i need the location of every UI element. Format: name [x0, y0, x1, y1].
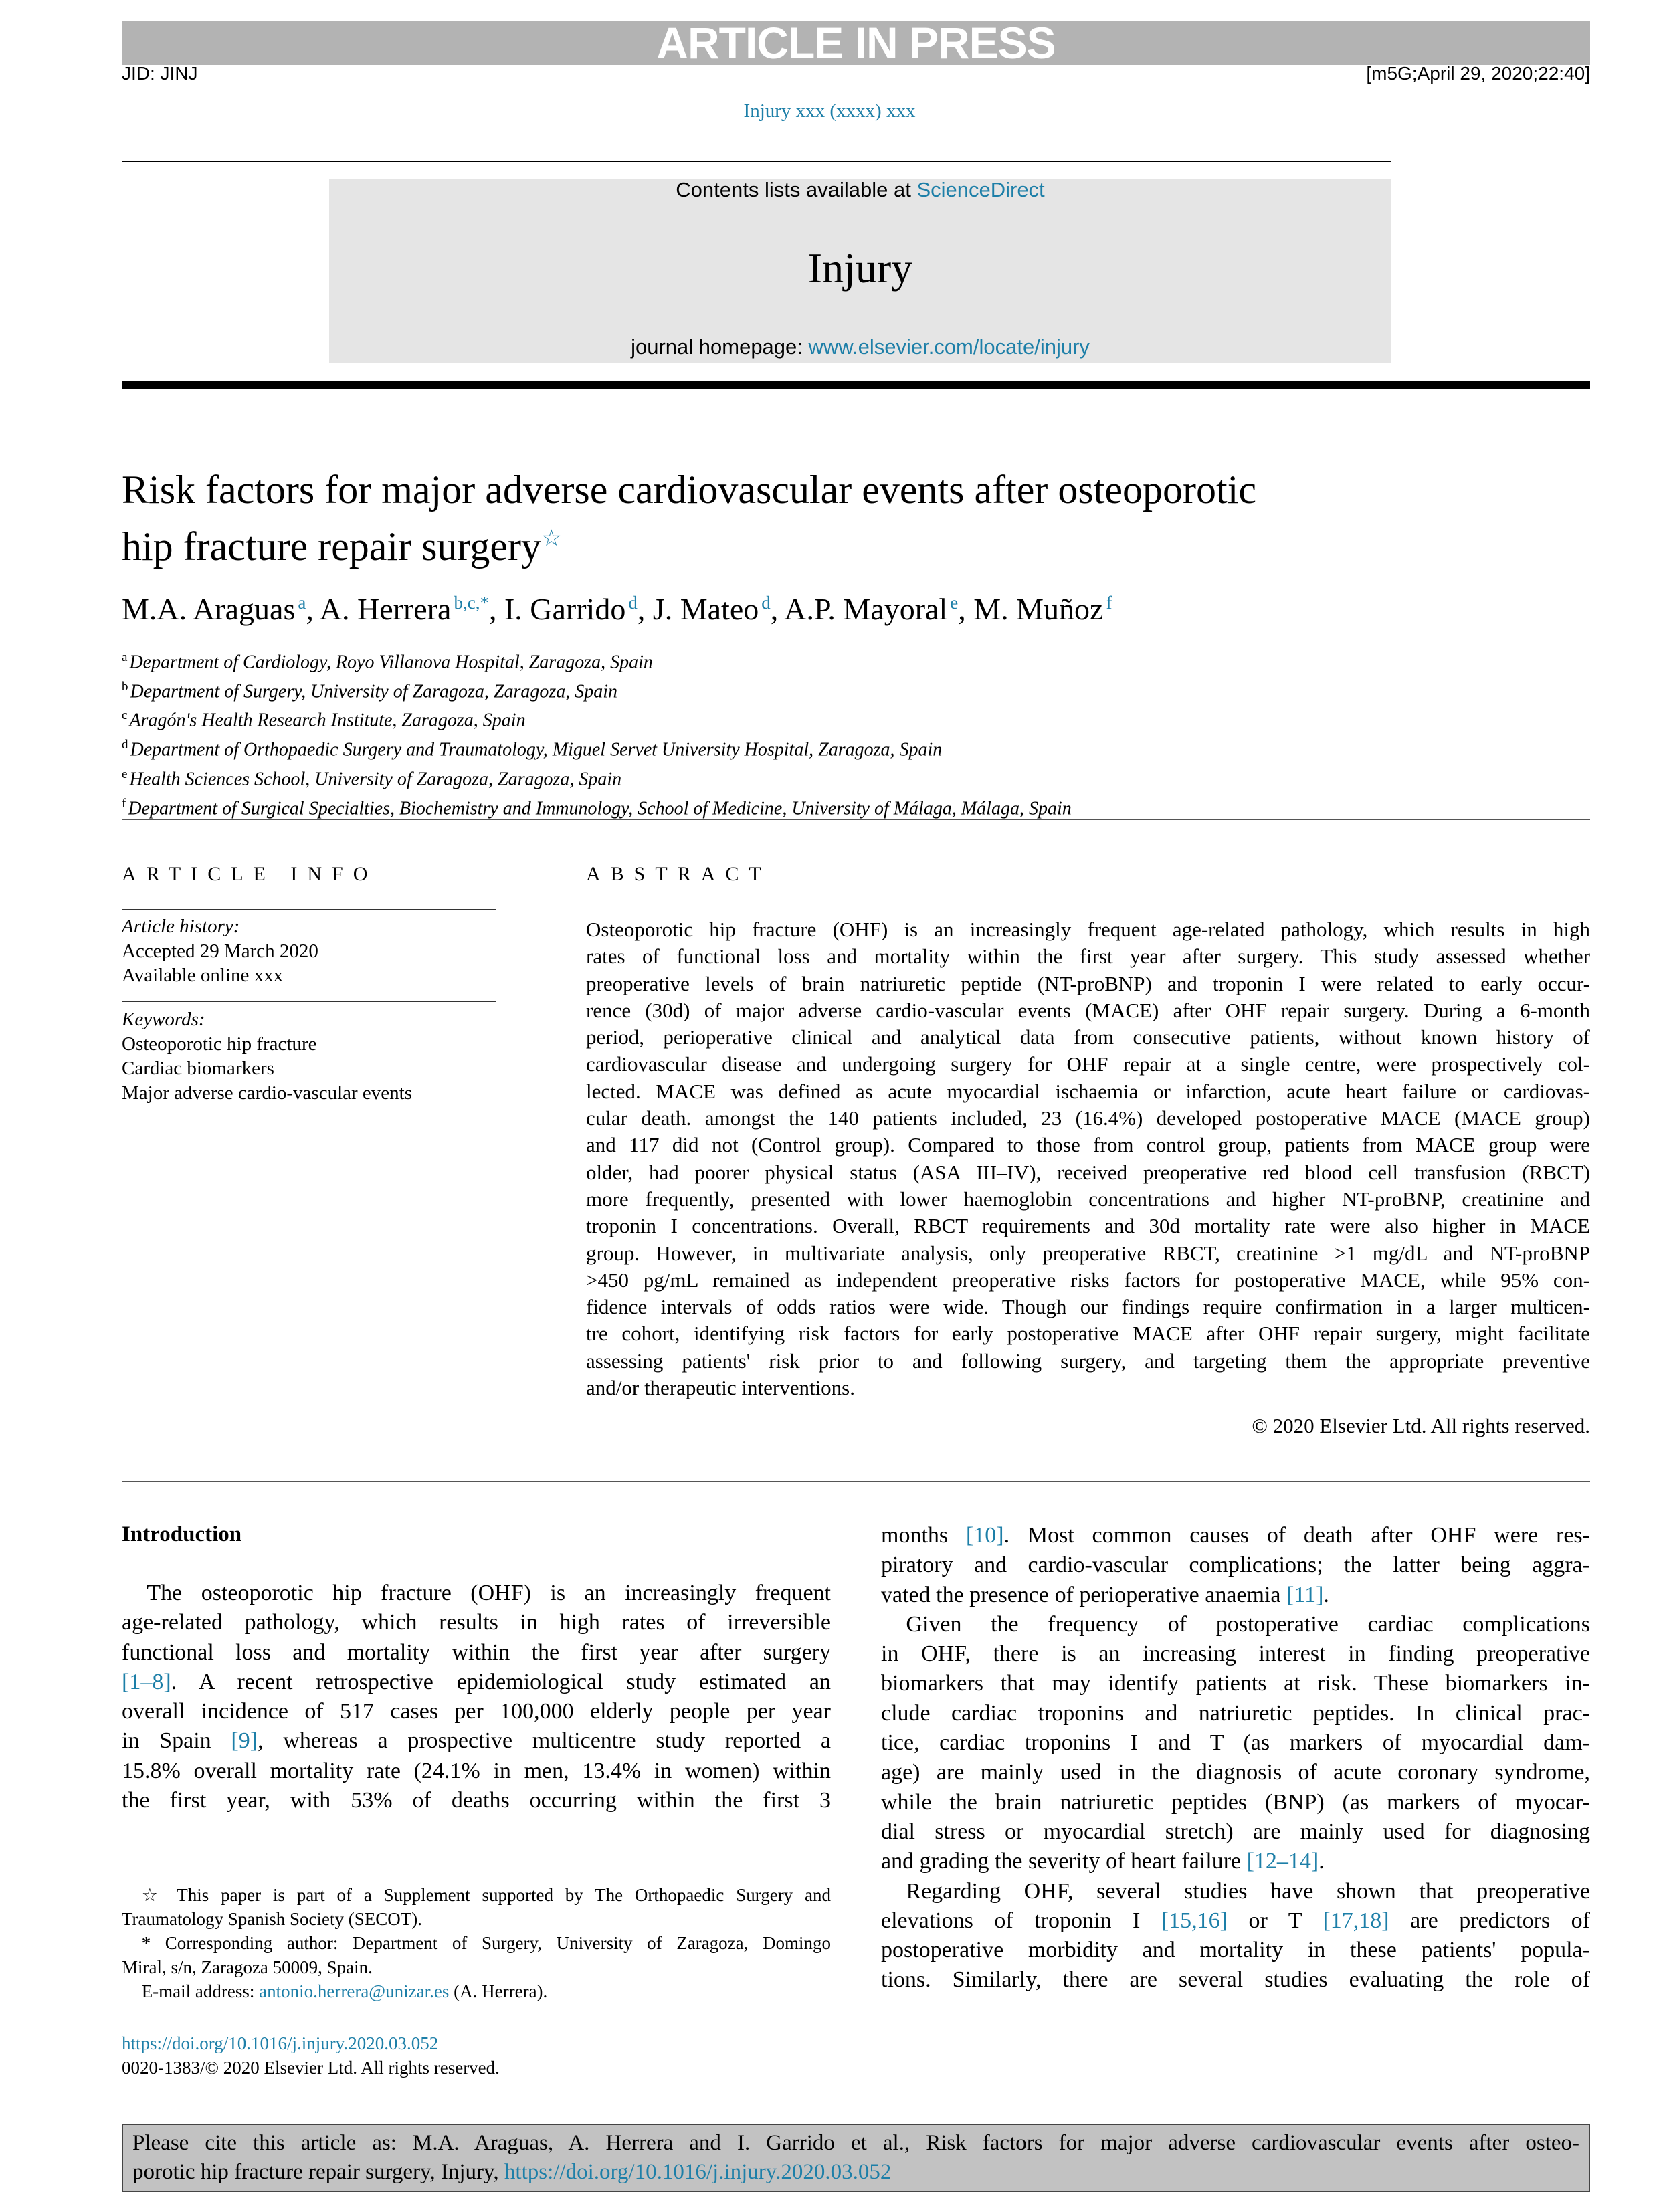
text-line [881, 1521, 1590, 1550]
intro-right-column [881, 1521, 1590, 1995]
affiliations [122, 645, 1072, 821]
text-line [881, 1877, 1590, 1906]
text-line [586, 1320, 1590, 1347]
text-line [586, 1186, 1590, 1213]
text-segment: the first year, with 53% of deaths occurring within the first 3 [122, 1788, 831, 1813]
text-line [122, 1608, 831, 1637]
text-line [881, 1669, 1590, 1698]
doi-link[interactable]: https://doi.org/10.1016/j.injury.2020.03.052 [122, 2033, 439, 2053]
reference-link[interactable]: [9] [231, 1728, 258, 1754]
affiliation-text: Department of Cardiology, Royo Villanova Hospital, Zaragoza, Spain [129, 651, 653, 673]
text-line [122, 1786, 831, 1815]
text-segment: . A recent retrospective epidemiological study estimated an [171, 1669, 831, 1694]
affiliation-letter: d [122, 738, 128, 752]
text-segment: and grading the severity of heart failure [881, 1849, 1247, 1874]
text-line [122, 1955, 831, 1979]
abstract-body [586, 916, 1590, 1401]
text-segment: piratory and cardio-vascular complications; the latter being aggra- [881, 1552, 1590, 1578]
text-segment: or T [1228, 1908, 1323, 1933]
text-segment: postoperative morbidity and mortality in these patients' popula- [881, 1938, 1590, 1963]
contents-prefix: Contents lists available at [676, 178, 917, 201]
text-line [586, 1132, 1590, 1159]
text-segment: clude cardiac troponins and natriuretic peptides. In clinical prac- [881, 1700, 1590, 1726]
text-line [122, 1579, 831, 1608]
text-line [586, 1294, 1590, 1320]
text-segment: elevations of troponin I [881, 1908, 1161, 1933]
affiliation-marker[interactable]: d [761, 592, 771, 613]
author-name: A.P. Mayoral [784, 592, 948, 626]
affiliation-text: Department of Surgery, University of Zaragoza, Zaragoza, Spain [130, 681, 618, 702]
text-segment: The osteoporotic hip fracture (OHF) is an increasingly frequent [147, 1581, 831, 1605]
text-segment: E-mail address: [141, 1981, 260, 2001]
author-separator: , [770, 592, 785, 626]
text-line [122, 1907, 831, 1931]
reference-link[interactable]: [12–14] [1246, 1849, 1319, 1874]
text-segment: in OHF, there is an increasing interest in finding preoperative [881, 1641, 1590, 1667]
text-segment: porotic hip fracture repair surgery, Injury, [132, 2160, 504, 2184]
text-segment: 15.8% overall mortality rate (24.1% in men, 13.4% in women) within [122, 1758, 831, 1783]
text-segment: and 117 did not (Control group). Compared to those from control group, patients from MACE group were [586, 1133, 1590, 1157]
text-segment: rence (30d) of major adverse cardio-vascular events (MACE) after OHF repair surgery. During a 6-month [586, 998, 1590, 1022]
article-history [122, 914, 318, 988]
text-segment: ☆ This paper is part of a Supplement supported by The Orthopaedic Surgery and [141, 1885, 831, 1905]
text-line [881, 1550, 1590, 1580]
text-segment: tice, cardiac troponins I and T (as markers of myocardial dam- [881, 1730, 1590, 1756]
text-line [122, 1756, 831, 1786]
affiliation-text: Health Sciences School, University of Zaragoza, Zaragoza, Spain [129, 769, 622, 790]
journal-reference-link[interactable]: Injury xxx (xxxx) xxx [743, 100, 916, 122]
text-line [586, 971, 1590, 997]
author-name: I. Garrido [504, 592, 626, 626]
text-line [586, 916, 1590, 943]
text-line [881, 1639, 1590, 1669]
affiliation [122, 763, 1072, 792]
homepage-prefix: journal homepage: [631, 335, 809, 359]
text-segment: and/or therapeutic interventions. [586, 1376, 856, 1400]
text-line [122, 1931, 831, 1955]
affiliation-text: Department of Surgical Specialties, Biochemistry and Immunology, School of Medicine, University of Málaga, Málaga, Spain [128, 798, 1072, 819]
affiliation-text: Department of Orthopaedic Surgery and Traumatology, Miguel Servet University Hospital, Zaragoza, Spain [130, 739, 943, 761]
text-line [881, 1758, 1590, 1787]
text-segment: age-related pathology, which results in high rates of irreversible [122, 1610, 831, 1635]
intro-left-column [122, 1579, 831, 1815]
contents-line [329, 178, 1391, 202]
text-segment: assessing patients' risk prior to and following surgery, and targeting them the appropriate preventive [586, 1348, 1590, 1373]
text-line [586, 997, 1590, 1024]
online-date: Available online xxx [122, 965, 284, 986]
citation-box [122, 2124, 1590, 2192]
affiliation [122, 733, 1072, 763]
affiliation [122, 704, 1072, 733]
text-line [881, 1817, 1590, 1847]
text-segment: (A. Herrera). [449, 1981, 548, 2001]
text-segment: . Most common causes of death after OHF were res- [1003, 1523, 1590, 1548]
text-segment: overall incidence of 517 cases per 100,000 elderly people per year [122, 1699, 831, 1724]
abstract-heading: ABSTRACT [586, 863, 771, 885]
text-line [586, 1213, 1590, 1239]
reference-link[interactable]: [1–8] [122, 1669, 171, 1694]
affiliation [122, 675, 1072, 704]
title-line: Risk factors for major adverse cardiovascular events after osteoporotic [122, 468, 1256, 512]
text-line [586, 943, 1590, 970]
reference-link[interactable]: antonio.herrera@unizar.es [259, 1981, 450, 2001]
sciencedirect-link[interactable]: ScienceDirect [916, 178, 1045, 201]
text-segment: cular death. amongst the 140 patients included, 23 (16.4%) developed postoperative MACE (MACE group) [586, 1106, 1590, 1130]
affiliation-marker[interactable]: a [298, 592, 306, 613]
text-segment: troponin I concentrations. Overall, RBCT requirements and 30d mortality rate were also higher in MACE [586, 1214, 1590, 1238]
text-segment: more frequently, presented with lower haemoglobin concentrations and higher NT-proBNP, creatinine and [586, 1187, 1590, 1211]
affiliation-text: Aragón's Health Research Institute, Zaragoza, Spain [129, 710, 526, 731]
article-info-heading: ARTICLE INFO [122, 863, 378, 885]
title-line-2 [122, 514, 1256, 571]
text-segment: period, perioperative clinical and analytical data from consecutive patients, without known history of [586, 1025, 1590, 1049]
reference-link[interactable]: [10] [965, 1523, 1004, 1548]
text-segment: functional loss and mortality within the first year after surgery [122, 1639, 831, 1665]
text-segment: dial stress or myocardial stretch) are mainly used for diagnosing [881, 1819, 1590, 1844]
text-segment: lected. MACE was defined as acute myocardial ischaemia or infarction, acute heart failure or cardiovas- [586, 1079, 1590, 1103]
affiliation [122, 792, 1072, 821]
section-heading-introduction: Introduction [122, 1522, 242, 1546]
journal-name: Injury [807, 244, 913, 292]
text-segment: older, had poorer physical status (ASA III–IV), received preoperative red blood cell transfusion (RBCT) [586, 1160, 1590, 1184]
text-segment: . [1319, 1849, 1325, 1874]
author-name: A. Herrera [319, 592, 452, 626]
reference-link[interactable]: [11] [1286, 1582, 1324, 1607]
affiliation-marker[interactable]: b,c,* [454, 592, 489, 613]
homepage-line [329, 335, 1391, 359]
text-segment: are predictors of [1389, 1908, 1590, 1933]
affiliation-marker[interactable]: d [628, 592, 638, 613]
issn-copyright: 0020-1383/© 2020 Elsevier Ltd. All rights reserved. [122, 2057, 500, 2078]
divider [122, 909, 496, 910]
text-segment: biomarkers that may identify patients at risk. These biomarkers in- [881, 1671, 1590, 1696]
text-line [122, 1668, 831, 1697]
masthead-bar [122, 381, 1590, 389]
article-in-press-banner: ARTICLE IN PRESS [122, 21, 1590, 65]
keyword: Cardiac biomarkers [122, 1058, 274, 1079]
author-name: J. Mateo [652, 592, 759, 626]
text-line [132, 2129, 1579, 2158]
text-segment: fidence intervals of odds ratios were wide. Though our findings require confirmation in a larger multicen- [586, 1295, 1590, 1319]
keyword: Major adverse cardio-vascular events [122, 1082, 412, 1104]
article-title [122, 465, 1256, 571]
keywords [122, 1007, 412, 1105]
text-segment: Miral, s/n, Zaragoza 50009, Spain. [122, 1957, 373, 1977]
text-line [881, 1788, 1590, 1817]
text-segment: >450 pg/mL remained as independent preoperative risks factors for postoperative MACE, while 95% con- [586, 1268, 1590, 1292]
author-separator: , [958, 592, 974, 626]
reference-link[interactable]: [15,16] [1161, 1908, 1228, 1933]
keywords-label: Keywords: [122, 1009, 205, 1030]
footnotes [122, 1883, 831, 2003]
text-line [881, 1906, 1590, 1936]
text-segment: vated the presence of perioperative anaemia [881, 1582, 1287, 1607]
affiliation-letter: f [122, 796, 126, 811]
text-segment: Osteoporotic hip fracture (OHF) is an increasingly frequent age-related pathology, which results in high [586, 918, 1590, 941]
text-line [586, 1267, 1590, 1294]
text-line [586, 1024, 1590, 1051]
text-segment: rates of functional loss and mortality within the first year after surgery. This study assessed whether [586, 944, 1590, 969]
text-line [122, 1726, 831, 1756]
text-line [122, 1697, 831, 1726]
text-line [132, 2158, 1579, 2187]
divider [122, 819, 1590, 820]
text-segment: group. However, in multivariate analysis, only preoperative RBCT, creatinine >1 mg/dL and NT-proBNP [586, 1241, 1590, 1265]
text-line [586, 1105, 1590, 1132]
build-stamp: [m5G;April 29, 2020;22:40] [1366, 63, 1590, 84]
text-segment: in Spain [122, 1728, 231, 1754]
text-line [586, 1051, 1590, 1078]
text-line [586, 1159, 1590, 1186]
text-segment: tre cohort, identifying risk factors for early postoperative MACE after OHF repair surgery, might facilitate [586, 1322, 1590, 1346]
copyright: © 2020 Elsevier Ltd. All rights reserved. [1252, 1414, 1590, 1437]
text-segment: Traumatology Spanish Society (SECOT). [122, 1909, 422, 1929]
author-name: M. Muñoz [973, 592, 1104, 626]
text-segment: * Corresponding author: Department of Surgery, University of Zaragoza, Domingo [141, 1933, 831, 1953]
text-segment: months [881, 1523, 966, 1548]
text-line [881, 1581, 1590, 1610]
divider [122, 1481, 1590, 1482]
author-separator: , [306, 592, 320, 626]
text-line [881, 1965, 1590, 1995]
history-label: Article history: [122, 916, 240, 937]
divider [122, 1001, 496, 1002]
text-line [881, 1936, 1590, 1965]
affiliation-marker[interactable]: f [1106, 592, 1112, 613]
text-segment: preoperative levels of brain natriuretic peptide (NT-proBNP) and troponin I were related to early occur- [586, 971, 1590, 995]
text-line [881, 1847, 1590, 1876]
text-segment: Please cite this article as: M.A. Araguas, A. Herrera and I. Garrido et al., Risk factors for major adverse cardiovascular events after osteo- [132, 2131, 1579, 2155]
text-line [122, 1979, 831, 2003]
text-line [586, 1348, 1590, 1375]
text-line [586, 1375, 1590, 1401]
reference-link[interactable]: https://doi.org/10.1016/j.injury.2020.03.052 [504, 2160, 892, 2184]
text-segment: Regarding OHF, several studies have shown that preoperative [906, 1878, 1590, 1904]
affiliation [122, 645, 1072, 675]
author-separator: , [488, 592, 504, 626]
text-segment: while the brain natriuretic peptides (BNP) (as markers of myocar- [881, 1789, 1590, 1815]
author-list [122, 591, 1112, 627]
citation-text [132, 2129, 1579, 2187]
text-line [122, 1638, 831, 1668]
text-line [122, 1883, 831, 1907]
text-line [881, 1610, 1590, 1639]
affiliation-marker[interactable]: e [950, 592, 959, 613]
text-segment: cardiovascular disease and undergoing surgery for OHF repair at a single centre, were prospectively col- [586, 1052, 1590, 1076]
text-segment: , whereas a prospective multicentre study reported a [258, 1728, 831, 1754]
author-name: M.A. Araguas [122, 592, 296, 626]
accepted-date: Accepted 29 March 2020 [122, 940, 318, 962]
keyword: Osteoporotic hip fracture [122, 1033, 317, 1055]
text-line [881, 1728, 1590, 1758]
text-line [881, 1699, 1590, 1728]
homepage-link[interactable]: www.elsevier.com/locate/injury [808, 335, 1090, 359]
affiliation-letter: b [122, 679, 128, 694]
text-segment: age) are mainly used in the diagnosis of acute coronary syndrome, [881, 1760, 1590, 1785]
text-segment: Given the frequency of postoperative cardiac complications [906, 1611, 1590, 1637]
text-segment: . [1323, 1582, 1329, 1607]
journal-id: JID: JINJ [122, 63, 198, 84]
affiliation-letter: e [122, 767, 128, 781]
reference-link[interactable]: [17,18] [1323, 1908, 1389, 1933]
text-line [586, 1078, 1590, 1105]
star-footnote-marker[interactable]: ☆ [541, 526, 562, 551]
title-line: hip fracture repair surgery [122, 524, 541, 569]
affiliation-letter: a [122, 650, 128, 664]
text-line [586, 1240, 1590, 1267]
text-segment: tions. Similarly, there are several studies evaluating the role of [881, 1967, 1590, 1993]
author-separator: , [637, 592, 653, 626]
affiliation-letter: c [122, 708, 128, 723]
divider [122, 161, 1391, 162]
